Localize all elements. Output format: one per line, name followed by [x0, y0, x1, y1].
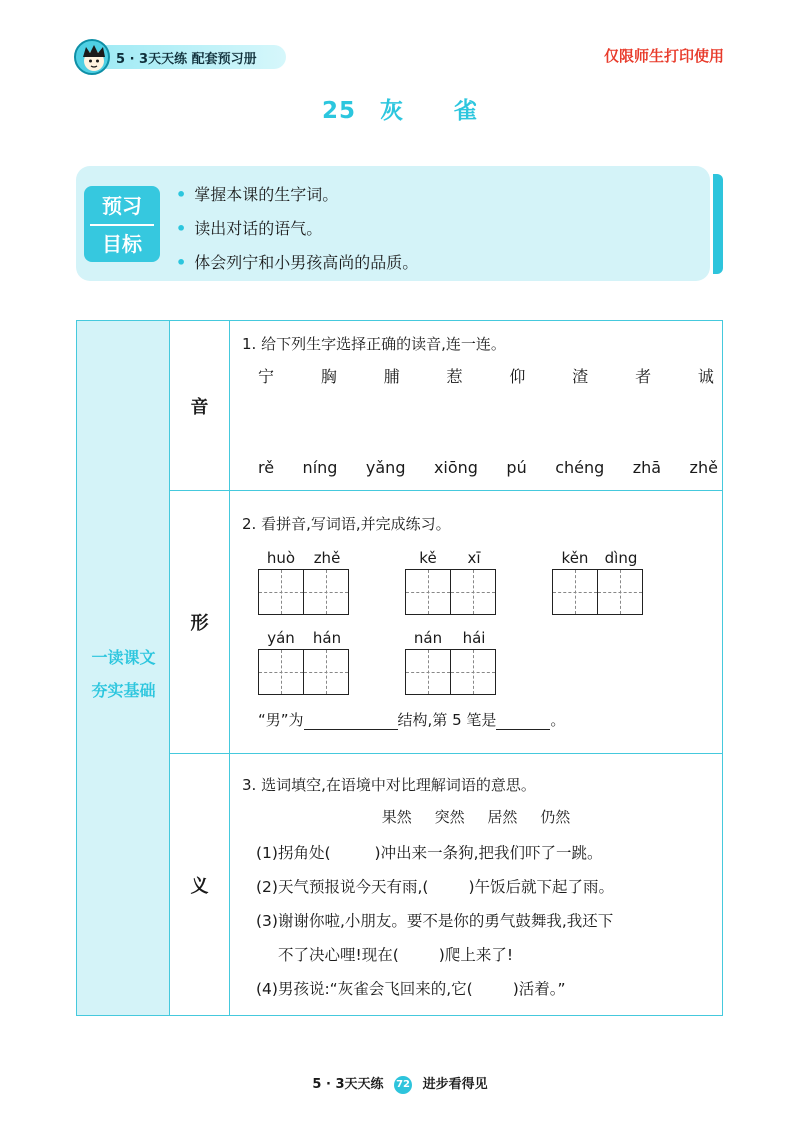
page-number: 72: [394, 1076, 412, 1094]
structure-fill-line: “男”为 结构,第 5 笔是 。: [258, 711, 566, 729]
pinyin-syllable: huò: [266, 549, 296, 567]
char-item[interactable]: 渣: [572, 367, 589, 386]
writing-grid-word: [258, 549, 350, 615]
objectives-label: [84, 186, 160, 262]
pinyin-syllable: dìng: [604, 549, 638, 567]
pinyin-item[interactable]: chéng: [555, 458, 605, 477]
sentence-3-cont: 不了决心哩!现在( )爬上来了!: [278, 946, 514, 964]
usage-notice: 仅限师生打印使用: [603, 47, 724, 65]
series-badge: [74, 39, 286, 73]
question-2-section: [230, 491, 722, 754]
writing-cell[interactable]: [405, 649, 451, 695]
word-options: [230, 806, 722, 827]
pinyin-item[interactable]: zhā: [632, 458, 662, 477]
writing-grid-word: [405, 629, 497, 695]
writing-grid-word: [552, 549, 644, 615]
option-word[interactable]: 仍然: [540, 808, 571, 826]
lesson-title: [0, 92, 800, 125]
char-item[interactable]: 胸: [320, 367, 337, 386]
sentence-2: (2)天气预报说今天有雨,( )午饭后就下起了雨。: [256, 878, 614, 896]
pinyin-syllable: hán: [312, 629, 342, 647]
writing-cell[interactable]: [405, 569, 451, 615]
pinyin-item[interactable]: xiōng: [433, 458, 478, 477]
objectives-label-line1: 预习: [102, 194, 142, 218]
writing-cell[interactable]: [450, 569, 496, 615]
sentence-1: (1)拐角处( )冲出来一条狗,把我们吓了一跳。: [256, 844, 603, 862]
sentence-4: (4)男孩说:“灰雀会飞回来的,它( )活着。”: [256, 980, 566, 998]
question-1-section: [230, 321, 722, 491]
pinyin-item[interactable]: níng: [302, 458, 338, 477]
pinyin-item[interactable]: zhě: [689, 458, 718, 477]
pinyin-syllable: kěn: [561, 549, 589, 567]
objectives-list: [176, 178, 418, 280]
objective-item: • 读出对话的语气。: [176, 219, 323, 238]
writing-cell[interactable]: [597, 569, 643, 615]
option-word[interactable]: 果然: [381, 808, 412, 826]
char-item[interactable]: 惹: [446, 367, 463, 386]
char-item[interactable]: 者: [635, 367, 652, 386]
option-word[interactable]: 突然: [434, 808, 465, 826]
pinyin-syllable: xī: [467, 549, 481, 567]
writing-cell[interactable]: [303, 569, 349, 615]
bullet-dot-icon: •: [176, 219, 187, 238]
lesson-number: 25: [321, 98, 356, 124]
pinyin-syllable: kě: [419, 549, 437, 567]
objectives-label-line2: 目标: [90, 224, 154, 262]
section-label: 一读课文 夯实基础: [91, 648, 156, 700]
stroke-blank[interactable]: [496, 714, 550, 730]
category-sound: 音: [170, 321, 230, 491]
char-item[interactable]: 脯: [383, 367, 400, 386]
pinyin-item[interactable]: pú: [506, 458, 527, 477]
writing-cell[interactable]: [258, 569, 304, 615]
footer-series: 5 · 3天天练: [312, 1077, 384, 1092]
objectives-side-tab: [713, 174, 723, 274]
question-3-section: [230, 754, 722, 1016]
page-footer: [0, 1073, 800, 1094]
writing-cell[interactable]: [258, 649, 304, 695]
exercise-table: [76, 320, 723, 1016]
question-2-prompt: 2. 看拼音,写词语,并完成练习。: [242, 515, 451, 533]
objective-item: • 掌握本课的生字词。: [176, 185, 339, 204]
writing-grid-word: [405, 549, 497, 615]
pinyin-syllable: hái: [462, 629, 486, 647]
bullet-dot-icon: •: [176, 253, 187, 272]
lesson-title-char-1: 灰: [380, 98, 404, 124]
char-item[interactable]: 宁: [258, 367, 275, 386]
category-meaning: 义: [170, 754, 230, 1016]
writing-grid-word: [258, 629, 350, 695]
series-title: 5 · 3天天练 配套预习册: [116, 52, 257, 67]
char-item[interactable]: 诚: [697, 367, 714, 386]
pinyin-syllable: nán: [413, 629, 443, 647]
question-1-prompt: 1. 给下列生字选择正确的读音,连一连。: [242, 335, 506, 353]
bullet-dot-icon: •: [176, 185, 187, 204]
cartoon-boy-avatar-icon: [74, 39, 110, 75]
objective-item: • 体会列宁和小男孩高尚的品质。: [176, 253, 419, 272]
character-row: [258, 364, 714, 387]
footer-slogan: 进步看得见: [422, 1077, 488, 1092]
pinyin-item[interactable]: yǎng: [365, 458, 406, 477]
writing-cell[interactable]: [303, 649, 349, 695]
writing-cell[interactable]: [450, 649, 496, 695]
option-word[interactable]: 居然: [487, 808, 518, 826]
pinyin-row: [258, 458, 718, 477]
writing-cell[interactable]: [552, 569, 598, 615]
preview-objectives-box: [76, 166, 710, 281]
pinyin-item[interactable]: rě: [258, 458, 275, 477]
structure-blank[interactable]: [304, 714, 398, 730]
sentence-3: (3)谢谢你啦,小朋友。要不是你的勇气鼓舞我,我还下: [256, 912, 614, 930]
pinyin-syllable: zhě: [313, 549, 341, 567]
char-item[interactable]: 仰: [509, 367, 526, 386]
pinyin-syllable: yán: [267, 629, 295, 647]
section-side-column: [77, 321, 170, 1015]
question-3-prompt: 3. 选词填空,在语境中对比理解词语的意思。: [242, 776, 536, 794]
series-pill: [94, 45, 286, 69]
lesson-title-char-2: 雀: [454, 98, 478, 124]
category-form: 形: [170, 491, 230, 754]
